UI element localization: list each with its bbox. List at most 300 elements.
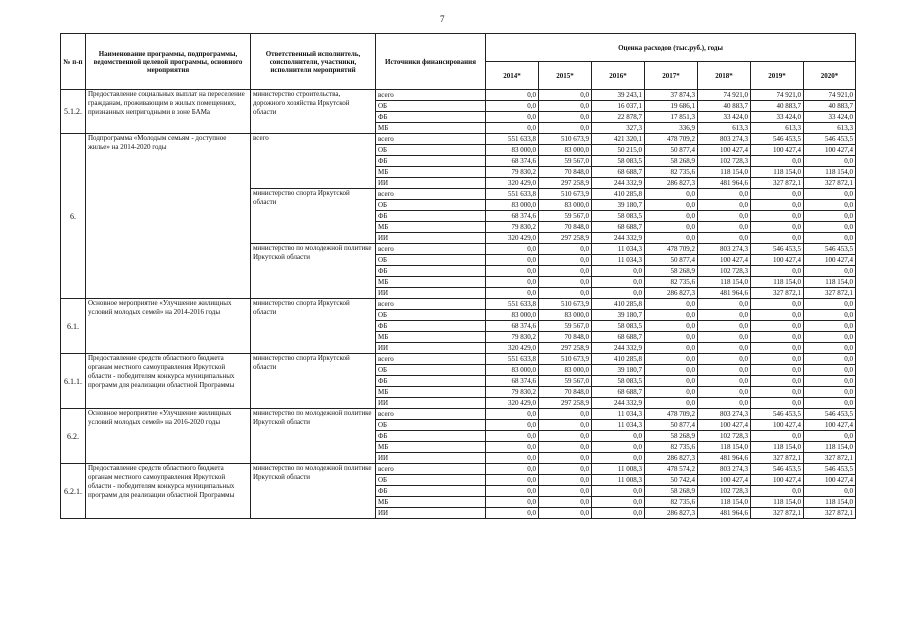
funding-source: ФБ <box>376 266 486 277</box>
amount-cell: 33 424,0 <box>698 112 751 123</box>
header-year: 2016* <box>592 62 645 90</box>
funding-source: ОБ <box>376 475 486 486</box>
funding-source: ОБ <box>376 200 486 211</box>
amount-cell: 39 180,7 <box>592 365 645 376</box>
amount-cell: 100 427,4 <box>698 420 751 431</box>
amount-cell: 100 427,4 <box>804 255 856 266</box>
amount-cell: 118 154,0 <box>804 497 856 508</box>
amount-cell: 327 872,1 <box>804 508 856 519</box>
amount-cell: 0,0 <box>645 222 698 233</box>
amount-cell: 0,0 <box>645 354 698 365</box>
item-name: Предоставление социальных выплат на переселение гражданам, проживающим в жилых помещениях, признанных непригодными в зоне БАМа <box>86 90 251 134</box>
amount-cell: 58 083,5 <box>592 321 645 332</box>
amount-cell: 79 830,2 <box>486 167 539 178</box>
amount-cell: 0,0 <box>592 266 645 277</box>
amount-cell: 327 872,1 <box>751 288 804 299</box>
funding-source: ФБ <box>376 156 486 167</box>
amount-cell: 0,0 <box>698 200 751 211</box>
amount-cell: 68 688,7 <box>592 332 645 343</box>
responsible-executor: министерство спорта Иркутской области <box>251 299 376 354</box>
amount-cell: 0,0 <box>645 376 698 387</box>
amount-cell: 100 427,4 <box>751 255 804 266</box>
table-row <box>61 354 856 365</box>
amount-cell: 11 008,3 <box>592 464 645 475</box>
amount-cell: 100 427,4 <box>804 475 856 486</box>
amount-cell: 58 268,9 <box>645 266 698 277</box>
amount-cell: 0,0 <box>592 508 645 519</box>
amount-cell: 0,0 <box>539 409 592 420</box>
amount-cell: 0,0 <box>645 233 698 244</box>
amount-cell: 327 872,1 <box>751 178 804 189</box>
amount-cell: 11 034,3 <box>592 420 645 431</box>
amount-cell: 481 964,6 <box>698 453 751 464</box>
header-year: 2014* <box>486 62 539 90</box>
amount-cell: 68 374,6 <box>486 321 539 332</box>
amount-cell: 0,0 <box>751 376 804 387</box>
amount-cell: 39 243,1 <box>592 90 645 101</box>
amount-cell: 244 332,9 <box>592 178 645 189</box>
amount-cell: 58 268,9 <box>645 156 698 167</box>
amount-cell: 0,0 <box>645 332 698 343</box>
funding-source: всего <box>376 189 486 200</box>
amount-cell: 0,0 <box>592 442 645 453</box>
funding-source: ОБ <box>376 145 486 156</box>
amount-cell: 0,0 <box>698 398 751 409</box>
amount-cell: 100 427,4 <box>698 255 751 266</box>
amount-cell: 83 000,0 <box>539 310 592 321</box>
amount-cell: 551 633,8 <box>486 189 539 200</box>
funding-source: всего <box>376 409 486 420</box>
amount-cell: 0,0 <box>539 255 592 266</box>
amount-cell: 59 567,0 <box>539 156 592 167</box>
funding-source: ОБ <box>376 101 486 112</box>
amount-cell: 102 728,3 <box>698 486 751 497</box>
funding-source: всего <box>376 354 486 365</box>
amount-cell: 421 320,1 <box>592 134 645 145</box>
table-row <box>61 90 856 101</box>
funding-source: ИИ <box>376 508 486 519</box>
amount-cell: 0,0 <box>486 123 539 134</box>
funding-source: ОБ <box>376 255 486 266</box>
amount-cell: 546 453,5 <box>751 134 804 145</box>
amount-cell: 68 688,7 <box>592 387 645 398</box>
amount-cell: 118 154,0 <box>804 442 856 453</box>
amount-cell: 320 429,0 <box>486 343 539 354</box>
amount-cell: 327,3 <box>592 123 645 134</box>
amount-cell: 118 154,0 <box>804 167 856 178</box>
amount-cell: 0,0 <box>539 475 592 486</box>
amount-cell: 0,0 <box>645 321 698 332</box>
amount-cell: 0,0 <box>486 409 539 420</box>
amount-cell: 68 374,6 <box>486 156 539 167</box>
amount-cell: 0,0 <box>486 497 539 508</box>
amount-cell: 50 742,4 <box>645 475 698 486</box>
amount-cell: 83 000,0 <box>539 200 592 211</box>
amount-cell: 286 827,3 <box>645 178 698 189</box>
amount-cell: 33 424,0 <box>804 112 856 123</box>
amount-cell: 0,0 <box>804 387 856 398</box>
amount-cell: 613,3 <box>751 123 804 134</box>
amount-cell: 0,0 <box>698 365 751 376</box>
amount-cell: 83 000,0 <box>486 310 539 321</box>
amount-cell: 546 453,5 <box>751 409 804 420</box>
responsible-executor: министерство спорта Иркутской области <box>251 189 376 244</box>
amount-cell: 82 735,6 <box>645 442 698 453</box>
amount-cell: 11 034,3 <box>592 255 645 266</box>
amount-cell: 0,0 <box>751 332 804 343</box>
amount-cell: 0,0 <box>751 343 804 354</box>
amount-cell: 59 567,0 <box>539 376 592 387</box>
header-responsible: Ответственный исполнитель, соисполнители, участники, исполнители мероприятий <box>251 34 376 90</box>
funding-source: всего <box>376 90 486 101</box>
amount-cell: 118 154,0 <box>698 442 751 453</box>
amount-cell: 50 877,4 <box>645 420 698 431</box>
amount-cell: 58 083,5 <box>592 211 645 222</box>
responsible-executor: всего <box>251 134 376 189</box>
amount-cell: 0,0 <box>539 431 592 442</box>
amount-cell: 0,0 <box>486 453 539 464</box>
amount-cell: 58 268,9 <box>645 486 698 497</box>
amount-cell: 0,0 <box>698 222 751 233</box>
amount-cell: 0,0 <box>486 277 539 288</box>
amount-cell: 40 883,7 <box>751 101 804 112</box>
amount-cell: 244 332,9 <box>592 343 645 354</box>
expenditure-table <box>60 33 856 519</box>
funding-source: ОБ <box>376 365 486 376</box>
amount-cell: 0,0 <box>592 453 645 464</box>
amount-cell: 0,0 <box>645 299 698 310</box>
amount-cell: 327 872,1 <box>804 288 856 299</box>
amount-cell: 83 000,0 <box>486 365 539 376</box>
amount-cell: 327 872,1 <box>804 178 856 189</box>
amount-cell: 0,0 <box>698 354 751 365</box>
amount-cell: 0,0 <box>645 200 698 211</box>
amount-cell: 410 285,8 <box>592 189 645 200</box>
amount-cell: 0,0 <box>698 299 751 310</box>
item-number: 6.1. <box>61 299 86 354</box>
amount-cell: 803 274,3 <box>698 409 751 420</box>
funding-source: всего <box>376 464 486 475</box>
amount-cell: 0,0 <box>698 376 751 387</box>
amount-cell: 0,0 <box>486 112 539 123</box>
amount-cell: 100 427,4 <box>804 420 856 431</box>
amount-cell: 0,0 <box>804 189 856 200</box>
amount-cell: 0,0 <box>751 365 804 376</box>
funding-source: ИИ <box>376 453 486 464</box>
item-number: 5.1.2. <box>61 90 86 134</box>
amount-cell: 0,0 <box>804 431 856 442</box>
table-header <box>61 34 856 90</box>
amount-cell: 0,0 <box>751 200 804 211</box>
item-name: Предоставление средств областного бюджета органам местного самоуправления Иркутской области - победителям конкурса муниципальных программ для реализации областной Программы <box>86 464 251 519</box>
amount-cell: 68 688,7 <box>592 167 645 178</box>
amount-cell: 0,0 <box>539 101 592 112</box>
header-source: Источники финансирования <box>376 34 486 90</box>
amount-cell: 50 877,4 <box>645 145 698 156</box>
amount-cell: 0,0 <box>698 343 751 354</box>
amount-cell: 551 633,8 <box>486 299 539 310</box>
amount-cell: 0,0 <box>751 387 804 398</box>
amount-cell: 510 673,9 <box>539 299 592 310</box>
amount-cell: 83 000,0 <box>486 200 539 211</box>
amount-cell: 297 258,9 <box>539 343 592 354</box>
amount-cell: 70 848,0 <box>539 167 592 178</box>
amount-cell: 410 285,8 <box>592 354 645 365</box>
amount-cell: 0,0 <box>804 233 856 244</box>
item-number: 6. <box>61 134 86 299</box>
amount-cell: 286 827,3 <box>645 508 698 519</box>
funding-source: МБ <box>376 332 486 343</box>
amount-cell: 510 673,9 <box>539 354 592 365</box>
item-number: 6.2.1. <box>61 464 86 519</box>
item-name: Предоставление средств областного бюджета органам местного самоуправления Иркутской области - победителям конкурса муниципальных программ для реализации областной Программы <box>86 354 251 409</box>
header-year: 2015* <box>539 62 592 90</box>
amount-cell: 100 427,4 <box>698 475 751 486</box>
amount-cell: 0,0 <box>645 189 698 200</box>
item-name: Основное мероприятие «Улучшение жилищных условий молодых семей» на 2016-2020 годы <box>86 409 251 464</box>
amount-cell: 0,0 <box>486 475 539 486</box>
amount-cell: 286 827,3 <box>645 453 698 464</box>
amount-cell: 0,0 <box>804 156 856 167</box>
amount-cell: 551 633,8 <box>486 134 539 145</box>
amount-cell: 102 728,3 <box>698 266 751 277</box>
amount-cell: 0,0 <box>804 266 856 277</box>
table-body <box>61 90 856 519</box>
amount-cell: 0,0 <box>804 486 856 497</box>
amount-cell: 320 429,0 <box>486 398 539 409</box>
amount-cell: 79 830,2 <box>486 332 539 343</box>
funding-source: ФБ <box>376 376 486 387</box>
header-year: 2020* <box>804 62 856 90</box>
amount-cell: 546 453,5 <box>804 244 856 255</box>
amount-cell: 803 274,3 <box>698 464 751 475</box>
amount-cell: 0,0 <box>698 310 751 321</box>
amount-cell: 58 083,5 <box>592 156 645 167</box>
amount-cell: 0,0 <box>698 387 751 398</box>
amount-cell: 0,0 <box>539 453 592 464</box>
item-number: 6.2. <box>61 409 86 464</box>
funding-source: МБ <box>376 387 486 398</box>
amount-cell: 100 427,4 <box>804 145 856 156</box>
funding-source: ФБ <box>376 211 486 222</box>
amount-cell: 0,0 <box>539 277 592 288</box>
amount-cell: 0,0 <box>698 189 751 200</box>
amount-cell: 0,0 <box>645 211 698 222</box>
amount-cell: 82 735,6 <box>645 167 698 178</box>
responsible-executor: министерство по молодежной политике Иркутской области <box>251 244 376 299</box>
amount-cell: 0,0 <box>486 464 539 475</box>
amount-cell: 0,0 <box>751 431 804 442</box>
header-name: Наименование программы, подпрограммы, ведомственной целевой программы, основного мероприятия <box>86 34 251 90</box>
funding-source: МБ <box>376 167 486 178</box>
amount-cell: 0,0 <box>539 90 592 101</box>
amount-cell: 83 000,0 <box>486 145 539 156</box>
amount-cell: 478 709,2 <box>645 134 698 145</box>
amount-cell: 0,0 <box>486 244 539 255</box>
amount-cell: 0,0 <box>539 464 592 475</box>
amount-cell: 613,3 <box>804 123 856 134</box>
funding-source: ФБ <box>376 431 486 442</box>
funding-source: ИИ <box>376 233 486 244</box>
amount-cell: 0,0 <box>804 299 856 310</box>
amount-cell: 0,0 <box>804 222 856 233</box>
responsible-executor: министерство спорта Иркутской области <box>251 354 376 409</box>
amount-cell: 0,0 <box>751 211 804 222</box>
amount-cell: 410 285,8 <box>592 299 645 310</box>
amount-cell: 118 154,0 <box>751 167 804 178</box>
funding-source: ИИ <box>376 398 486 409</box>
amount-cell: 0,0 <box>751 222 804 233</box>
amount-cell: 0,0 <box>486 486 539 497</box>
amount-cell: 58 083,5 <box>592 376 645 387</box>
funding-source: МБ <box>376 497 486 508</box>
amount-cell: 327 872,1 <box>804 453 856 464</box>
amount-cell: 0,0 <box>486 255 539 266</box>
amount-cell: 0,0 <box>645 365 698 376</box>
responsible-executor: министерство по молодежной политике Иркутской области <box>251 464 376 519</box>
amount-cell: 68 688,7 <box>592 222 645 233</box>
amount-cell: 0,0 <box>645 310 698 321</box>
amount-cell: 0,0 <box>486 442 539 453</box>
amount-cell: 0,0 <box>539 497 592 508</box>
header-year: 2018* <box>698 62 751 90</box>
amount-cell: 0,0 <box>804 354 856 365</box>
amount-cell: 0,0 <box>592 497 645 508</box>
amount-cell: 0,0 <box>751 354 804 365</box>
amount-cell: 546 453,5 <box>804 464 856 475</box>
amount-cell: 0,0 <box>592 277 645 288</box>
funding-source: ФБ <box>376 486 486 497</box>
amount-cell: 17 851,3 <box>645 112 698 123</box>
amount-cell: 59 567,0 <box>539 321 592 332</box>
amount-cell: 118 154,0 <box>751 277 804 288</box>
amount-cell: 0,0 <box>751 189 804 200</box>
funding-source: ИИ <box>376 288 486 299</box>
amount-cell: 0,0 <box>539 266 592 277</box>
amount-cell: 327 872,1 <box>751 508 804 519</box>
amount-cell: 0,0 <box>751 299 804 310</box>
amount-cell: 40 883,7 <box>698 101 751 112</box>
amount-cell: 82 735,6 <box>645 497 698 508</box>
amount-cell: 59 567,0 <box>539 211 592 222</box>
amount-cell: 551 633,8 <box>486 354 539 365</box>
amount-cell: 79 830,2 <box>486 222 539 233</box>
amount-cell: 39 180,7 <box>592 200 645 211</box>
amount-cell: 0,0 <box>539 508 592 519</box>
table-row <box>61 299 856 310</box>
amount-cell: 546 453,5 <box>804 134 856 145</box>
amount-cell: 68 374,6 <box>486 211 539 222</box>
amount-cell: 11 034,3 <box>592 244 645 255</box>
amount-cell: 0,0 <box>539 112 592 123</box>
page-number: 7 <box>440 14 445 24</box>
amount-cell: 481 964,6 <box>698 508 751 519</box>
amount-cell: 803 274,3 <box>698 244 751 255</box>
amount-cell: 0,0 <box>804 211 856 222</box>
amount-cell: 0,0 <box>804 376 856 387</box>
amount-cell: 613,3 <box>698 123 751 134</box>
amount-cell: 33 424,0 <box>751 112 804 123</box>
amount-cell: 0,0 <box>751 398 804 409</box>
amount-cell: 546 453,5 <box>804 409 856 420</box>
header-year: 2019* <box>751 62 804 90</box>
amount-cell: 74 921,0 <box>698 90 751 101</box>
amount-cell: 22 878,7 <box>592 112 645 123</box>
funding-source: ОБ <box>376 310 486 321</box>
amount-cell: 244 332,9 <box>592 398 645 409</box>
amount-cell: 0,0 <box>751 310 804 321</box>
amount-cell: 0,0 <box>486 101 539 112</box>
header-year: 2017* <box>645 62 698 90</box>
amount-cell: 297 258,9 <box>539 178 592 189</box>
amount-cell: 546 453,5 <box>751 244 804 255</box>
amount-cell: 70 848,0 <box>539 387 592 398</box>
funding-source: ИИ <box>376 343 486 354</box>
table-row <box>61 134 856 145</box>
funding-source: ФБ <box>376 112 486 123</box>
amount-cell: 286 827,3 <box>645 288 698 299</box>
amount-cell: 297 258,9 <box>539 398 592 409</box>
amount-cell: 83 000,0 <box>539 365 592 376</box>
amount-cell: 0,0 <box>592 486 645 497</box>
responsible-executor: министерство по молодежной политике Иркутской области <box>251 409 376 464</box>
amount-cell: 481 964,6 <box>698 288 751 299</box>
amount-cell: 74 921,0 <box>751 90 804 101</box>
amount-cell: 0,0 <box>804 343 856 354</box>
amount-cell: 0,0 <box>698 332 751 343</box>
amount-cell: 82 735,6 <box>645 277 698 288</box>
amount-cell: 68 374,6 <box>486 376 539 387</box>
item-name: Основное мероприятие «Улучшение жилищных условий молодых семей» на 2014-2016 годы <box>86 299 251 354</box>
amount-cell: 118 154,0 <box>698 497 751 508</box>
header-num: № п-п <box>61 34 86 90</box>
amount-cell: 74 921,0 <box>804 90 856 101</box>
table-row <box>61 464 856 475</box>
amount-cell: 118 154,0 <box>751 442 804 453</box>
amount-cell: 510 673,9 <box>539 189 592 200</box>
amount-cell: 118 154,0 <box>751 497 804 508</box>
amount-cell: 297 258,9 <box>539 233 592 244</box>
amount-cell: 803 274,3 <box>698 134 751 145</box>
item-name: Подпрограмма «Молодым семьям - доступное жилье» на 2014-2020 годы <box>86 134 251 299</box>
amount-cell: 478 574,2 <box>645 464 698 475</box>
amount-cell: 37 874,3 <box>645 90 698 101</box>
amount-cell: 102 728,3 <box>698 156 751 167</box>
amount-cell: 0,0 <box>539 420 592 431</box>
amount-cell: 118 154,0 <box>804 277 856 288</box>
amount-cell: 0,0 <box>539 288 592 299</box>
amount-cell: 0,0 <box>486 431 539 442</box>
amount-cell: 478 709,2 <box>645 244 698 255</box>
funding-source: МБ <box>376 222 486 233</box>
amount-cell: 118 154,0 <box>698 167 751 178</box>
amount-cell: 0,0 <box>804 310 856 321</box>
amount-cell: 0,0 <box>645 343 698 354</box>
funding-source: всего <box>376 134 486 145</box>
amount-cell: 0,0 <box>592 288 645 299</box>
funding-source: МБ <box>376 442 486 453</box>
funding-source: всего <box>376 244 486 255</box>
amount-cell: 336,9 <box>645 123 698 134</box>
amount-cell: 0,0 <box>698 211 751 222</box>
funding-source: всего <box>376 299 486 310</box>
item-number: 6.1.1. <box>61 354 86 409</box>
amount-cell: 0,0 <box>804 200 856 211</box>
amount-cell: 0,0 <box>751 233 804 244</box>
amount-cell: 0,0 <box>804 365 856 376</box>
amount-cell: 0,0 <box>751 156 804 167</box>
amount-cell: 50 877,4 <box>645 255 698 266</box>
